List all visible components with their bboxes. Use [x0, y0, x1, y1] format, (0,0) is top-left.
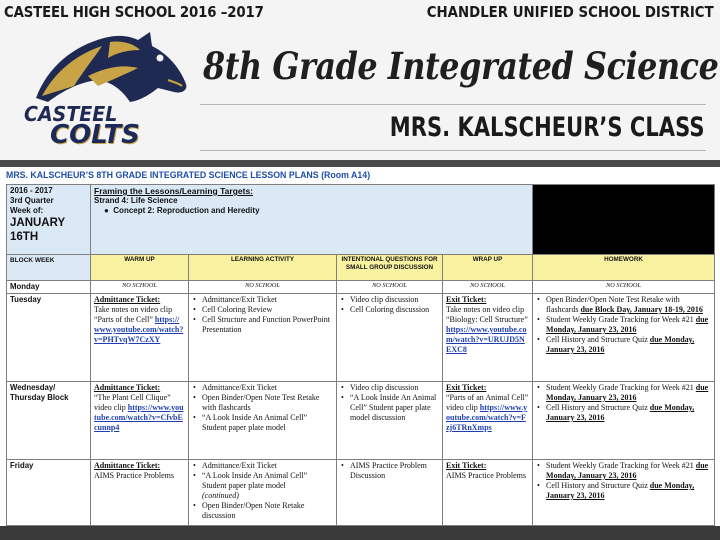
- exit-ticket-label: Exit Ticket:: [446, 295, 487, 304]
- exit-ticket-label: Exit Ticket:: [446, 461, 487, 470]
- friday-warm-up: [91, 460, 189, 526]
- homework-item: [536, 295, 711, 315]
- activity-item: • Cell Coloring Review: [192, 305, 333, 315]
- admittance-ticket-label: Admittance Ticket:: [94, 295, 161, 304]
- warm-up-text: “The Plant Cell Clique” video clip: [94, 393, 171, 412]
- homework-text: Cell History and Structure Quiz: [546, 335, 648, 344]
- week-of-label: Week of:: [10, 206, 44, 215]
- no-school-cell: NO SCHOOL: [443, 281, 533, 294]
- activity-text: “A Look Inside An Animal Cell” Student paper plate model: [202, 471, 308, 490]
- video-link[interactable]: https://www.youtube.com/watch?v=Fzj6TRnXmps: [446, 403, 528, 432]
- homework-item: [536, 481, 711, 501]
- lesson-plan-title: MRS. KALSCHEUR’S 8TH GRADE INTEGRATED SCIENCE LESSON PLANS (Room A14): [6, 170, 371, 180]
- homework-due: due Monday, January 23, 2016: [546, 383, 709, 402]
- homework-item: [536, 335, 711, 355]
- friday-activity: [189, 460, 337, 526]
- admittance-ticket-label: Admittance Ticket:: [94, 383, 161, 392]
- question-item: • AIMS Practice Problem Discussion: [340, 461, 439, 481]
- wrap-up-text: “Parts of an Animal Cell” video clip: [446, 393, 529, 412]
- wednesday-homework: [533, 382, 715, 460]
- week-info: [7, 185, 91, 255]
- week-month: JANUARY: [10, 217, 66, 229]
- wednesday-questions: [337, 382, 443, 460]
- friday-questions: [337, 460, 443, 526]
- wednesday-wrap-up: [443, 382, 533, 460]
- wrap-up-header: WRAP UP: [443, 255, 533, 281]
- wrap-up-text: Take notes on video clip “Biology: Cell Structure”: [446, 305, 528, 324]
- logo-word-colts: COLTS: [50, 120, 140, 150]
- homework-due: due Monday, January 23, 2016: [546, 315, 709, 334]
- warm-up-header: WARM UP: [91, 255, 189, 281]
- tuesday-homework: [533, 294, 715, 382]
- question-item: • “A Look Inside An Animal Cell” Student paper plate model discussion: [340, 393, 439, 423]
- warm-up-text: Take notes on video clip “Parts of the Cell”: [94, 305, 173, 324]
- separator-band: [0, 160, 720, 167]
- wednesday-activity: [189, 382, 337, 460]
- quarter: 3rd Quarter: [10, 196, 54, 205]
- tuesday-wrap-up: [443, 294, 533, 382]
- question-item: • Video clip discussion: [340, 383, 439, 393]
- activity-item: • Open Binder/Open Note Test Retake with flashcards: [192, 393, 333, 413]
- activity-item: • Admittance/Exit Ticket: [192, 461, 333, 471]
- day-tuesday: Tuesday: [7, 294, 91, 382]
- tuesday-warm-up: [91, 294, 189, 382]
- friday-wrap-up: [443, 460, 533, 526]
- friday-homework: [533, 460, 715, 526]
- footer-band: [0, 526, 720, 540]
- activity-item: • Open Binder/Open Note Retake discussion: [192, 501, 333, 521]
- no-school-cell: NO SCHOOL: [533, 281, 715, 294]
- homework-item: [536, 403, 711, 423]
- learning-activity-header: LEARNING ACTIVITY: [189, 255, 337, 281]
- colts-logo: [18, 28, 194, 152]
- homework-item: [536, 461, 711, 481]
- homework-due: due Monday, January 23, 2016: [546, 403, 695, 422]
- video-link[interactable]: https://www.youtube.com/watch?v=CfvbEcunnp4: [94, 403, 184, 432]
- no-school-cell: NO SCHOOL: [189, 281, 337, 294]
- homework-text: Student Weekly Grade Tracking for Week #21: [546, 383, 694, 392]
- question-item: • Cell Coloring discussion: [340, 305, 439, 315]
- district-name: CHANDLER UNIFIED SCHOOL DISTRICT: [427, 3, 714, 21]
- wrap-up-text: AIMS Practice Problems: [446, 471, 526, 480]
- school-name: CASTEEL HIGH SCHOOL 2016 –2017: [4, 3, 264, 21]
- admittance-ticket-label: Admittance Ticket:: [94, 461, 161, 470]
- horse-head-icon: [18, 28, 194, 108]
- banner-divider: [200, 104, 706, 105]
- no-school-cell: NO SCHOOL: [91, 281, 189, 294]
- questions-header: INTENTIONAL QUESTIONS FOR SMALL GROUP DISCUSSION: [337, 255, 443, 281]
- homework-header: HOMEWORK: [533, 255, 715, 281]
- framing-targets: [91, 185, 533, 255]
- week-day: 16TH: [10, 231, 39, 243]
- course-title: 8th Grade Integrated Science: [203, 44, 719, 88]
- warm-up-text: AIMS Practice Problems: [94, 471, 174, 480]
- video-link[interactable]: https://www.youtube.com/watch?v=PHTvqW7CzXY: [94, 315, 184, 344]
- video-link[interactable]: https://www.youtube.com/watch?v=URUJD5NEXC8: [446, 325, 527, 354]
- homework-due: due Monday, January 23, 2016: [546, 335, 695, 354]
- lesson-plan-table: [6, 184, 715, 526]
- logo-word-casteel: CASTEEL: [24, 102, 118, 126]
- homework-due: due Block Day, January 18-19, 2016: [580, 305, 703, 314]
- day-friday: Friday: [7, 460, 91, 526]
- tuesday-questions: [337, 294, 443, 382]
- homework-text: Cell History and Structure Quiz: [546, 481, 648, 490]
- school-year: 2016 - 2017: [10, 186, 53, 195]
- wednesday-warm-up: [91, 382, 189, 460]
- homework-item: [536, 383, 711, 403]
- homework-text: Student Weekly Grade Tracking for Week #21: [546, 461, 694, 470]
- strand-label: Strand 4: Life Science: [94, 196, 178, 205]
- header-banner: [0, 0, 720, 160]
- day-wednesday-thursday: [7, 382, 91, 460]
- activity-item: [192, 471, 333, 501]
- activity-item: • Admittance/Exit Ticket: [192, 295, 333, 305]
- framing-heading: Framing the Lessons/Learning Targets:: [94, 186, 254, 196]
- activity-item: • Admittance/Exit Ticket: [192, 383, 333, 393]
- banner-divider: [200, 150, 706, 151]
- continued-note: (continued): [202, 491, 239, 500]
- teacher-class: MRS. KALSCHEUR’S CLASS: [389, 112, 704, 143]
- day-line: Wednesday/: [10, 383, 56, 392]
- concept-text: Concept 2: Reproduction and Heredity: [113, 206, 260, 215]
- block-week-header: BLOCK WEEK: [7, 255, 91, 281]
- homework-due: due Monday, January 23, 2016: [546, 461, 709, 480]
- blank-black-cell: [533, 185, 715, 255]
- concept-label: ● Concept 2: Reproduction and Heredity: [104, 206, 260, 215]
- question-item: • Video clip discussion: [340, 295, 439, 305]
- homework-text: Open Binder/Open Note Test Retake with flashcards: [546, 295, 680, 314]
- activity-item: • “A Look Inside An Animal Cell” Student paper plate model: [192, 413, 333, 433]
- activity-item: • Cell Structure and Function PowerPoint Presentation: [192, 315, 333, 335]
- homework-text: Cell History and Structure Quiz: [546, 403, 648, 412]
- tuesday-activity: [189, 294, 337, 382]
- day-monday: Monday: [7, 281, 91, 294]
- exit-ticket-label: Exit Ticket:: [446, 383, 487, 392]
- homework-text: Student Weekly Grade Tracking for Week #21: [546, 315, 694, 324]
- homework-due: due Monday, January 23, 2016: [546, 481, 695, 500]
- no-school-cell: NO SCHOOL: [337, 281, 443, 294]
- homework-item: [536, 315, 711, 335]
- day-line: Thursday Block: [10, 393, 69, 402]
